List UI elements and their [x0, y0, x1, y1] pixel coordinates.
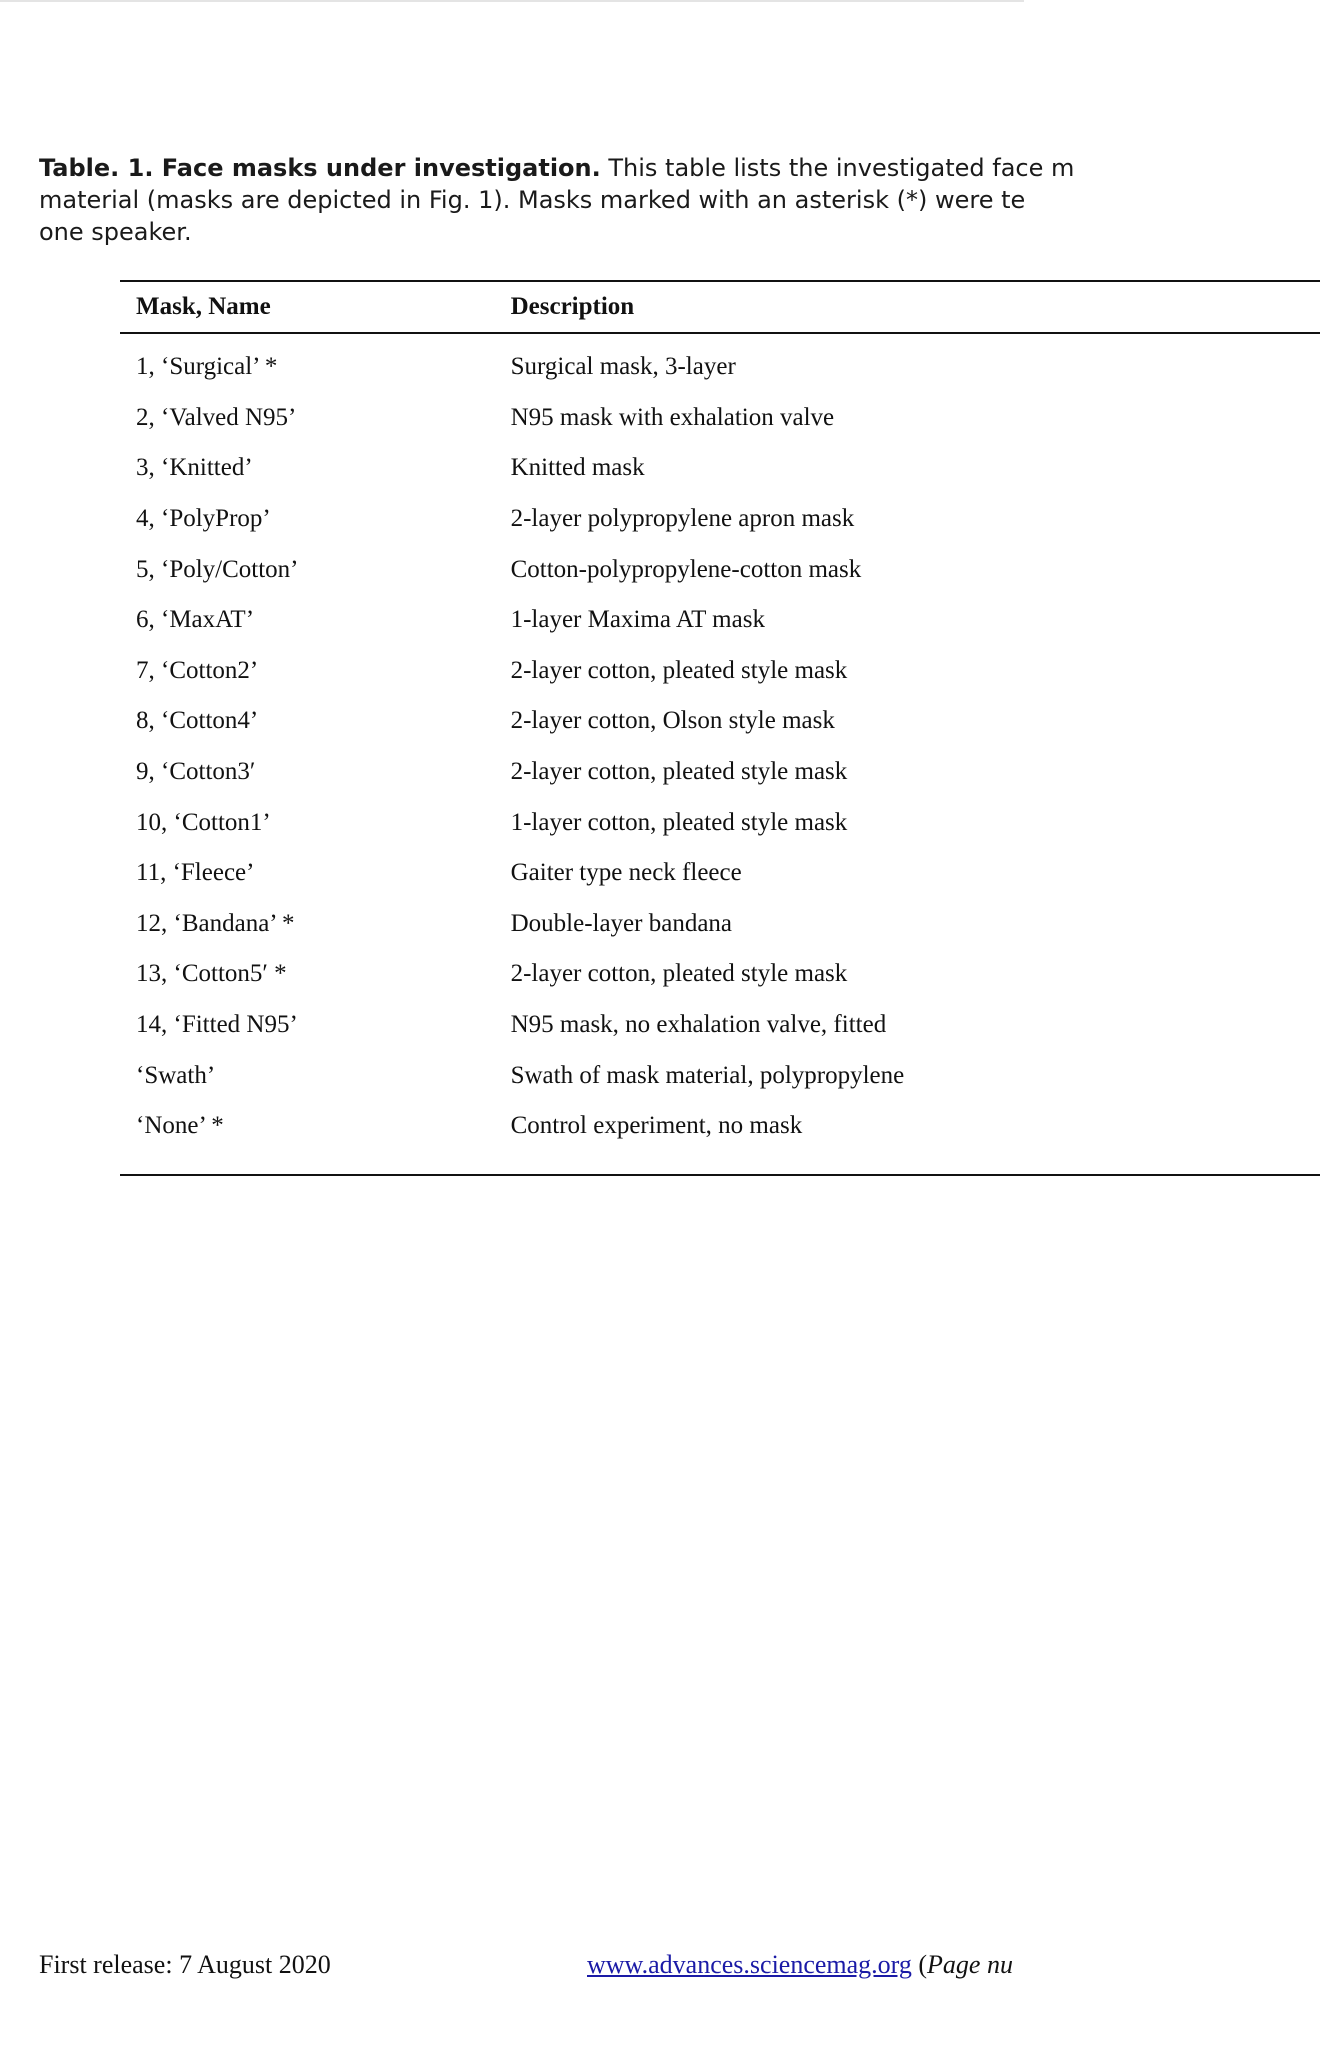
mask-description-cell: N95 mask with exhalation valve — [510, 403, 835, 431]
mask-name-cell: 5, ‘Poly/Cotton’ — [136, 555, 299, 583]
mask-description-cell: Knitted mask — [510, 454, 645, 482]
table-row — [120, 848, 1320, 899]
table-row — [120, 393, 1320, 444]
table-row — [120, 899, 1320, 950]
mask-table — [120, 280, 1320, 1176]
table-header — [120, 281, 1320, 333]
caption-line-1 — [39, 152, 1339, 184]
mask-description-cell: 2-layer polypropylene apron mask — [510, 505, 855, 533]
mask-name-cell: 4, ‘PolyProp’ — [136, 505, 271, 533]
mask-description-cell: 1-layer cotton, pleated style mask — [510, 808, 848, 836]
caption-line-3: one speaker. — [39, 218, 192, 246]
top-rule — [0, 0, 1024, 2]
table-row — [120, 443, 1320, 494]
mask-description-cell: Cotton-polypropylene-cotton mask — [510, 555, 862, 583]
table-row — [120, 696, 1320, 747]
table-row — [120, 949, 1320, 1000]
caption-line-2: material (masks are depicted in Fig. 1). Masks marked with an asterisk (*) were te — [39, 186, 1026, 214]
footer-right — [587, 1950, 1013, 1980]
mask-description-cell: 2-layer cotton, pleated style mask — [510, 656, 848, 684]
table-row — [120, 646, 1320, 697]
release-date: First release: 7 August 2020 — [39, 1950, 331, 1979]
header-row — [120, 281, 1320, 333]
table-body — [120, 333, 1320, 1175]
table-row — [120, 1000, 1320, 1051]
mask-name-cell: 14, ‘Fitted N95’ — [136, 1011, 298, 1039]
table-row — [120, 1050, 1320, 1101]
table-row — [120, 333, 1320, 393]
header-mask-name: Mask, Name — [136, 293, 271, 320]
table-row — [120, 747, 1320, 798]
table-row — [120, 1101, 1320, 1175]
mask-description-cell: Gaiter type neck fleece — [510, 859, 742, 887]
mask-name-cell: 8, ‘Cotton4’ — [136, 707, 259, 735]
caption-title: Table. 1. Face masks under investigation. — [39, 154, 601, 182]
mask-description-cell: Control experiment, no mask — [510, 1112, 803, 1140]
mask-table-container — [120, 280, 1320, 1176]
table-row — [120, 494, 1320, 545]
mask-name-cell: 10, ‘Cotton1’ — [136, 808, 271, 836]
mask-name-cell: 11, ‘Fleece’ — [136, 859, 255, 887]
mask-description-cell: Surgical mask, 3-layer — [510, 353, 736, 381]
mask-description-cell: 2-layer cotton, Olson style mask — [510, 707, 835, 735]
mask-description-cell: 1-layer Maxima AT mask — [510, 606, 765, 634]
mask-name-cell: 13, ‘Cotton5′ * — [136, 960, 287, 988]
page-open-paren: ( — [911, 1950, 928, 1979]
mask-name-cell: 6, ‘MaxAT’ — [136, 606, 255, 634]
mask-name-cell: 3, ‘Knitted’ — [136, 454, 253, 482]
mask-description-cell: Double-layer bandana — [510, 909, 733, 937]
mask-description-cell: N95 mask, no exhalation valve, fitted — [510, 1011, 887, 1039]
caption-text-1: This table lists the investigated face m — [600, 154, 1075, 182]
table-row — [120, 544, 1320, 595]
table-row — [120, 595, 1320, 646]
table-row — [120, 797, 1320, 848]
mask-name-cell: 1, ‘Surgical’ * — [136, 353, 278, 381]
journal-link[interactable]: www.advances.sciencemag.org — [587, 1950, 912, 1979]
mask-name-cell: ‘Swath’ — [136, 1061, 216, 1089]
mask-name-cell: 7, ‘Cotton2’ — [136, 656, 259, 684]
mask-description-cell: Swath of mask material, polypropylene — [510, 1061, 905, 1089]
mask-name-cell: ‘None’ * — [136, 1112, 224, 1140]
table-caption — [39, 152, 1339, 248]
mask-description-cell: 2-layer cotton, pleated style mask — [510, 960, 848, 988]
page-number-label: Page nu — [927, 1950, 1013, 1979]
mask-name-cell: 9, ‘Cotton3′ — [136, 758, 256, 786]
mask-description-cell: 2-layer cotton, pleated style mask — [510, 758, 848, 786]
header-description: Description — [510, 293, 635, 320]
mask-name-cell: 2, ‘Valved N95’ — [136, 403, 297, 431]
mask-name-cell: 12, ‘Bandana’ * — [136, 909, 295, 937]
